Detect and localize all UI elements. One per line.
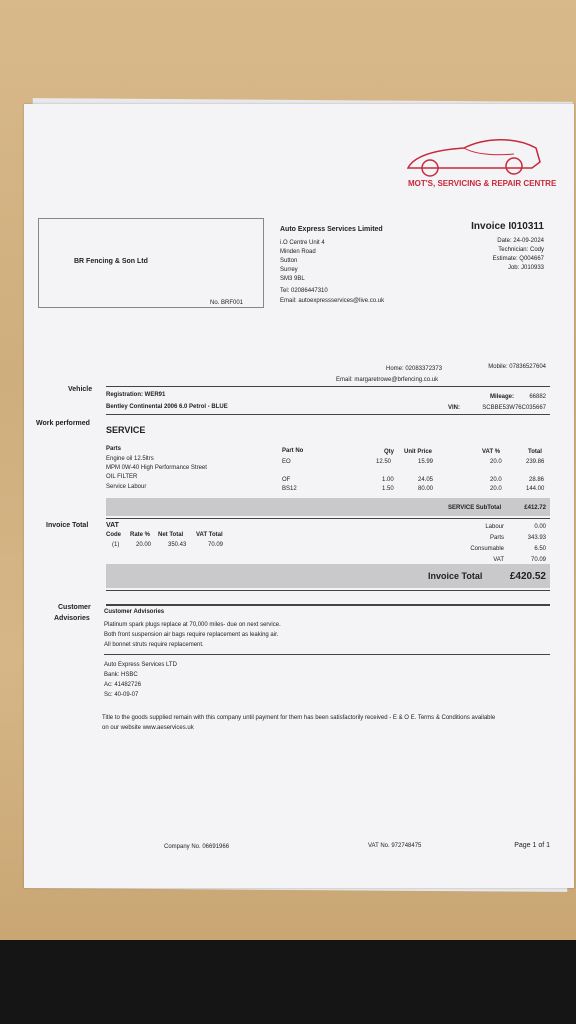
mileage-value: 66882	[529, 394, 546, 400]
row-unit-price: 15.99	[418, 459, 434, 465]
summary-value: 6.50	[534, 546, 546, 552]
vat-cell: (1)	[112, 542, 120, 548]
invoice-estimate: Estimate: Q004667	[492, 256, 544, 262]
terms-line: Title to the goods supplied remain with this company until payment for them has been satisfactorily received - E & O E. Terms & Conditions available	[102, 715, 496, 721]
advisories-label: Advisories	[54, 615, 90, 622]
advisories-title: Customer Advisories	[104, 609, 165, 615]
company-tel: Tel: 02086447310	[280, 288, 328, 294]
invoice-title: Invoice I010311	[471, 221, 544, 232]
bank-line: Bank: HSBC	[104, 672, 138, 678]
vehicle-description: Bentley Continental 2006 6.0 Petrol - BLUE	[106, 404, 228, 410]
row-qty: 1.00	[382, 477, 394, 483]
terms-line: on our website www.aeservices.uk	[102, 725, 194, 731]
customer-number: No. BRF001	[210, 300, 244, 306]
totals-label: Invoice Total	[46, 522, 89, 529]
bank-line: Ac: 41482726	[104, 682, 142, 688]
row-vat: 20.0	[490, 486, 502, 492]
vat-cell: 20.00	[136, 542, 152, 548]
divider	[106, 414, 550, 415]
row-qty: 12.50	[376, 459, 392, 465]
row-total: 28.86	[529, 477, 545, 483]
vat-header: VAT Total	[196, 532, 223, 538]
header-parts: Parts	[106, 446, 122, 452]
header-unit-price: Unit Price	[404, 449, 433, 455]
header-part-no: Part No	[282, 448, 304, 454]
row-total: 144.00	[526, 486, 545, 492]
contact-mobile: Mobile: 07836527604	[488, 364, 546, 370]
logo-text: MOT'S, SERVICING & REPAIR CENTRE	[408, 179, 557, 188]
company-address-line: i.O Centre Unit 4	[280, 240, 325, 246]
bank-line: Auto Express Services LTD	[104, 662, 177, 668]
row-part-no: EO	[282, 459, 291, 465]
divider	[106, 518, 550, 519]
divider	[104, 654, 550, 655]
invoice-page	[24, 104, 574, 888]
subtotal-label: SERVICE SubTotal	[448, 505, 502, 511]
advisories-label: Customer	[58, 604, 91, 611]
advisory-line: Both front suspension air bags require replacement as leaking air.	[104, 632, 279, 638]
row-part-no: OF	[282, 477, 291, 483]
customer-name: BR Fencing & Son Ltd	[74, 258, 148, 265]
row-total: 239.86	[526, 459, 545, 465]
row-desc: Engine oil 12.5ltrs	[106, 456, 154, 462]
row-desc: Service Labour	[106, 484, 147, 490]
invoice-technician: Technician: Cody	[498, 247, 544, 253]
vat-cell: 70.09	[208, 542, 224, 548]
summary-value: 343.93	[527, 535, 546, 541]
summary-label: Parts	[489, 535, 504, 541]
row-qty: 1.50	[382, 486, 394, 492]
company-address-line: SM3 9BL	[280, 276, 305, 282]
row-vat: 20.0	[490, 477, 502, 483]
header-total: Total	[528, 449, 542, 455]
invoice-date: Date: 24-09-2024	[497, 238, 544, 244]
company-address-line: Sutton	[280, 258, 298, 264]
vin-label: VIN:	[448, 405, 460, 411]
total-value: £420.52	[509, 571, 546, 582]
summary-label: Labour	[485, 524, 504, 530]
customer-address-box	[38, 218, 264, 308]
vat-header: Rate %	[130, 532, 151, 538]
bank-line: Sc: 40-09-07	[104, 692, 139, 698]
work-label: Work performed	[36, 420, 90, 427]
header-qty: Qty	[384, 449, 395, 455]
subtotal-value: £412.72	[524, 505, 546, 511]
row-desc: MPM 0W-40 High Performance Street	[106, 465, 207, 471]
company-address-line: Minden Road	[280, 249, 316, 255]
contact-email: Email: margaretrowe@brfencing.co.uk	[336, 377, 439, 383]
advisory-line: All bonnet struts require replacement.	[104, 642, 204, 648]
company-email: Email: autoexpressservices@live.co.uk	[280, 298, 385, 304]
row-vat: 20.0	[490, 459, 502, 465]
row-unit-price: 24.05	[418, 477, 434, 483]
vat-header: Net Total	[158, 532, 184, 538]
vat-header: Code	[106, 532, 121, 538]
row-part-no: BS12	[282, 486, 297, 492]
work-title: SERVICE	[106, 425, 146, 435]
row-desc: OIL FILTER	[106, 474, 138, 480]
invoice-job: Job: J010933	[507, 265, 544, 271]
divider	[106, 604, 550, 606]
total-bar	[106, 564, 550, 588]
vin-value: SCBBE53W76C035667	[482, 405, 546, 411]
vat-number: VAT No. 972748475	[368, 843, 422, 849]
total-label: Invoice Total	[428, 571, 483, 581]
advisory-line: Platinum spark plugs replace at 70,000 miles- due on next service.	[104, 622, 281, 628]
company-number: Company No. 06691966	[164, 844, 230, 850]
contact-home: Home: 02083372373	[386, 366, 443, 372]
divider	[106, 590, 550, 591]
summary-label: VAT	[493, 557, 504, 563]
page-number: Page 1 of 1	[514, 842, 550, 849]
row-unit-price: 80.00	[418, 486, 434, 492]
car-logo-icon	[404, 128, 544, 178]
vehicle-label: Vehicle	[68, 386, 93, 393]
summary-value: 70.09	[530, 557, 546, 563]
header-vat: VAT %	[482, 449, 501, 455]
vat-title: VAT	[106, 522, 119, 529]
floor-background	[0, 940, 576, 1024]
mileage-label: Mileage:	[490, 394, 515, 400]
company-address-line: Surrey	[280, 267, 298, 273]
company-name: Auto Express Services Limited	[280, 226, 383, 233]
divider	[106, 386, 550, 387]
summary-value: 0.00	[534, 524, 546, 530]
vat-cell: 350.43	[168, 542, 187, 548]
summary-label: Consumable	[470, 546, 504, 552]
vehicle-registration: Registration: WER91	[106, 392, 166, 398]
